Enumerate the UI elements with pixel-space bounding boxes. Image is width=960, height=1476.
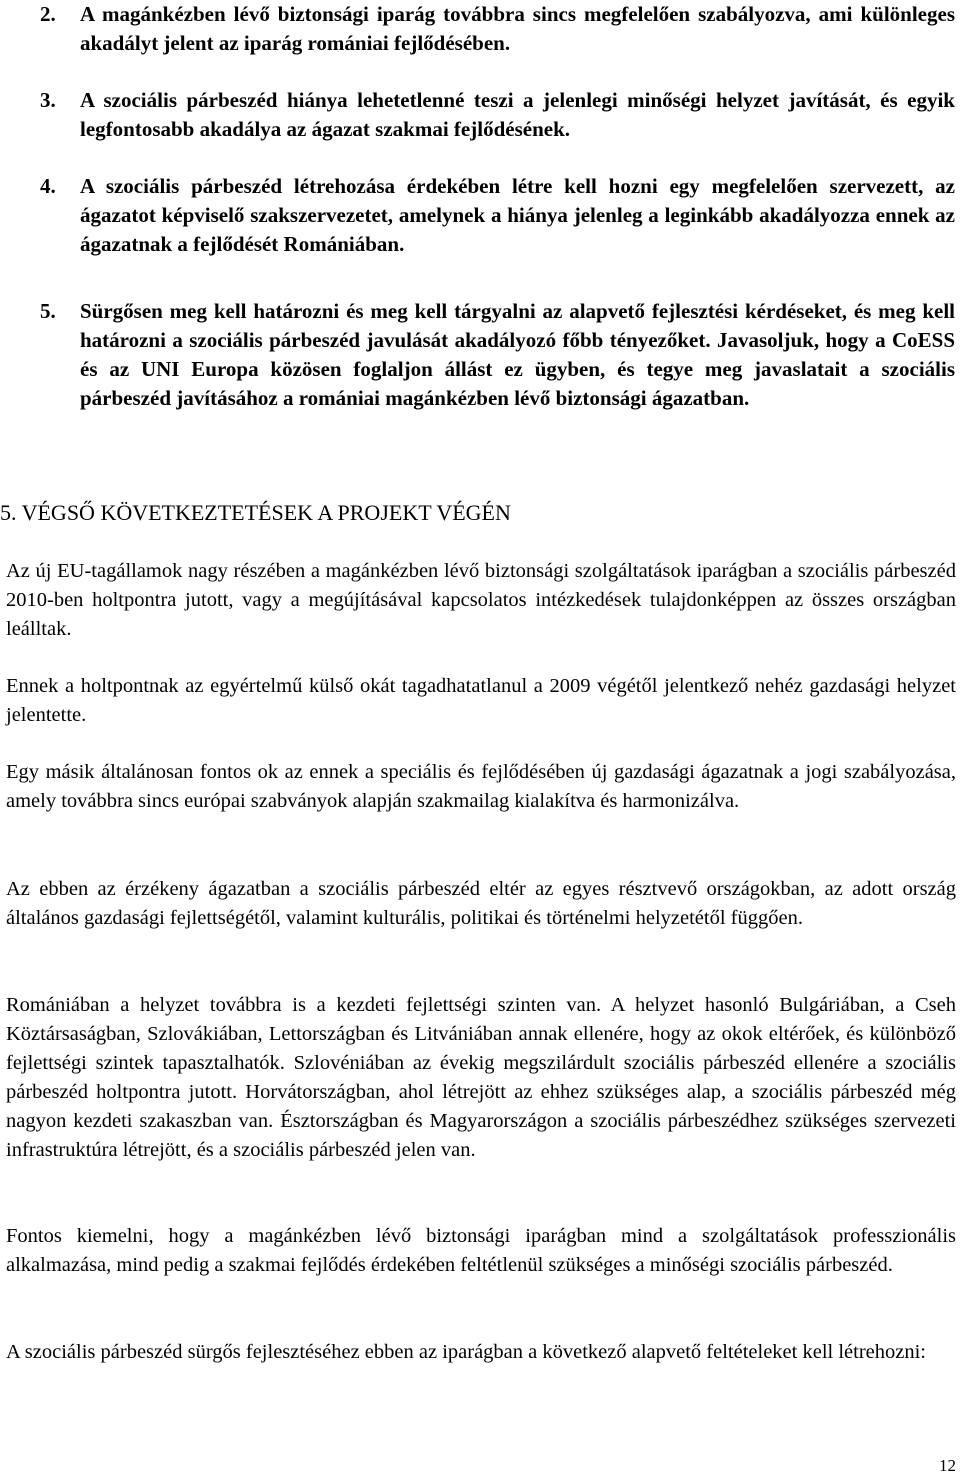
list-item-number: 5. xyxy=(40,299,56,323)
page-number: 12 xyxy=(939,1456,956,1475)
body-paragraph: Romániában a helyzet továbbra is a kezdeti fejlettségi szinten van. A helyzet hasonló Bulgáriában, a Cseh Köztársaságban, Szlovákiában, Lettországban és Litvániában annak ellenére, hogy az okok eltérőek, és különböző fejlettségi szintek tapasztalhatók. Szlovéniában az évekig megszilárdult szociális párbeszéd ellenére a szociális párbeszéd holtpontra jutott. Horvátországban, ahol létrejött az ehhez szükséges alap, a szociális párbeszéd még nagyon kezdeti szakaszban van. Észtországban és Magyarországon a szociális párbeszédhez szükséges szervezeti infrastruktúra létrejött, és a szociális párbeszéd jelen van. xyxy=(6,994,956,1161)
list-item-number: 2. xyxy=(40,2,56,26)
body-paragraph: Fontos kiemelni, hogy a magánkézben lévő biztonsági iparágban mind a szolgáltatások professzionális alkalmazása, mind pedig a szakmai fejlődés érdekében feltétlenül szükséges a minőségi szociális párbeszéd. xyxy=(6,1225,956,1276)
body-paragraph: Ennek a holtpontnak az egyértelmű külső okát tagadhatatlanul a 2009 végétől jelentkező nehéz gazdasági helyzet jelentette. xyxy=(6,675,956,726)
list-item-number: 4. xyxy=(40,174,56,198)
body-paragraph: Az új EU-tagállamok nagy részében a magánkézben lévő biztonsági szolgáltatások iparágban a szociális párbeszéd 2010-ben holtpontra jutott, vagy a megújításával kapcsolatos intézkedések tulajdonképpen az összes országban leálltak. xyxy=(6,560,956,640)
list-item-text: A szociális párbeszéd létrehozása érdekében létre kell hozni egy megfelelően szervezett, az ágazatot képviselő szakszervezetet, amelynek a hiánya jelenleg a leginkább akadályozza ennek az ágazatnak a fejlődését Romániában. xyxy=(80,174,955,256)
list-item-number: 3. xyxy=(40,88,56,112)
list-item-text: Sürgősen meg kell határozni és meg kell tárgyalni az alapvető fejlesztési kérdéseket, és meg kell határozni a szociális párbeszéd javulását akadályozó főbb tényezőket. Javasoljuk, hogy a CoESS és az UNI Europa közösen foglaljon állást ez ügyben, és tegye meg javaslatait a szociális párbeszéd javításához a romániai magánkézben lévő biztonsági ágazatban. xyxy=(80,299,955,410)
body-paragraph: A szociális párbeszéd sürgős fejlesztéséhez ebben az iparágban a következő alapvető feltételeket kell létrehozni: xyxy=(6,1341,926,1363)
body-paragraph: Egy másik általánosan fontos ok az ennek a speciális és fejlődésében új gazdasági ágazatnak a jogi szabályozása, amely továbbra sincs európai szabványok alapján szakmailag kialakítva és harmonizálva. xyxy=(6,761,956,812)
list-item-text: A magánkézben lévő biztonsági iparág továbbra sincs megfelelően szabályozva, ami különleges akadályt jelent az iparág romániai fejlődésében. xyxy=(80,2,955,55)
section-heading: 5. VÉGSŐ KÖVETKEZTETÉSEK A PROJEKT VÉGÉN xyxy=(0,500,511,525)
body-paragraph: Az ebben az érzékeny ágazatban a szociális párbeszéd eltér az egyes résztvevő országokban, az adott ország általános gazdasági fejlettségétől, valamint kulturális, politikai és történelmi helyzetétől függően. xyxy=(6,878,956,929)
list-item-text: A szociális párbeszéd hiánya lehetetlenné teszi a jelenlegi minőségi helyzet javítását, és egyik legfontosabb akadálya az ágazat szakmai fejlődésének. xyxy=(80,88,955,141)
